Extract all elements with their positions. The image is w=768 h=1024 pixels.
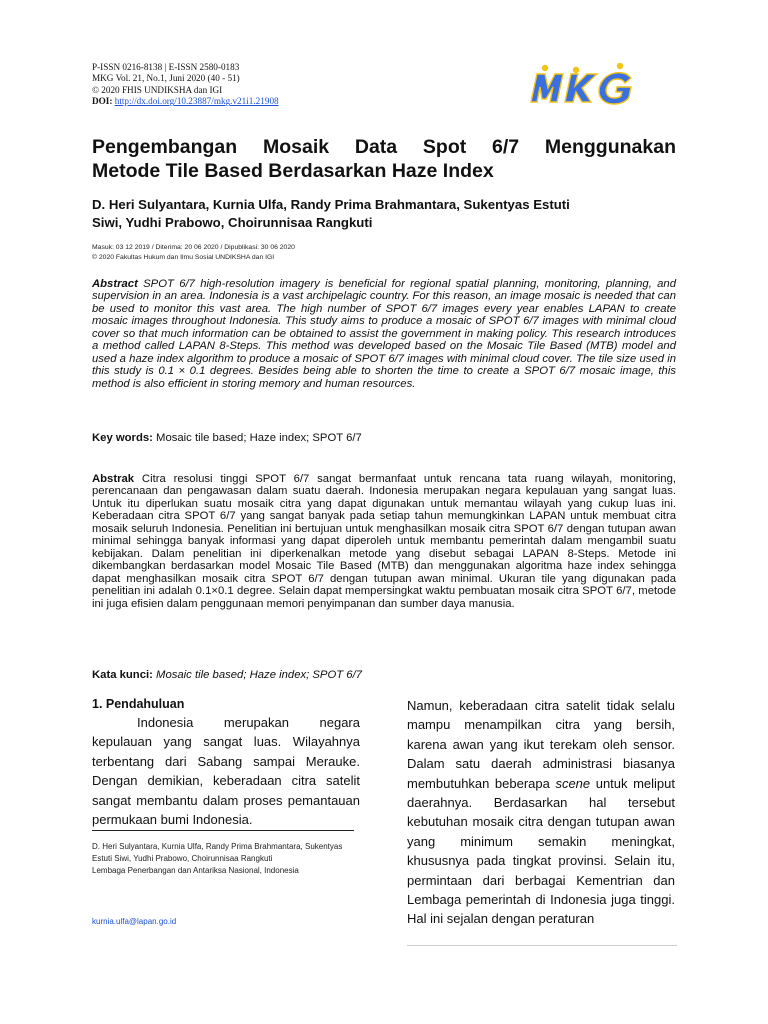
footnote-divider bbox=[92, 830, 354, 831]
col1-paragraph: Indonesia merupakan negara kepulauan yang sangat luas. Wilayahnya terbentang dari Sabang sampai Merauke. Dengan demikian, keberadaan citra satelit sangat membantu dalam proses pemantauan permukaan bumi Indonesia. bbox=[92, 715, 360, 828]
abstrak-body: Citra resolusi tinggi SPOT 6/7 sangat bermanfaat untuk rencana tata ruang wilayah, monitoring, perencanaan dan pengawasan dalam suatu daerah. Indonesia merupakan negara kepulauan yang sangat luas. Untuk itu diperlukan suatu mosaik citra yang dapat digunakan untuk memantau wilayah yang cukup luas ini. Keberadaan citra SPOT 6/7 yang sangat banyak pada setiap tahun memungkinkan LAPAN untuk membuat citra mosaik seluruh Indonesia. Penelitian ini bertujuan untuk menghasilkan mosaik citra SPOT 6/7 dengan tutupan awan minimal sehingga banyak informasi yang dapat diperoleh untuk membantu pemerintah dalam mengambil suatu kebijakan. Dalam penelitian ini diperkenalkan metode yang disebut sebagai LAPAN 8-Steps. Metode ini dikembangkan berdasarkan model Mosaic Tile Based (MTB) dan menggunakan algoritma haze index sehingga dapat menghasilkan mosaik citra SPOT 6/7 dengan tutupan awan minimal. Ukuran tile yang digunakan pada penelitian ini adalah 0.1×0.1 degree. Selain dapat mempersingkat waktu pembuatan mosaik citra SPOT 6/7, metode ini juga efisien dalam penggunaan memori penyimpanan dan sumber daya manusia. bbox=[92, 473, 676, 610]
abstract-label: Abstract bbox=[92, 278, 138, 290]
issn-line: P-ISSN 0216-8138 | E-ISSN 2580-0183 bbox=[92, 62, 240, 72]
page-bottom-divider bbox=[407, 945, 677, 946]
abstract-body: SPOT 6/7 high-resolution imagery is beneficial for regional spatial planning, monitoring, planning, and supervision in an area. Indonesia is a vast archipelagic country. For this reason, an image mosaic is needed that can be used to monitor this vast area. The high number of SPOT 6/7 images every year enables LAPAN to create mosaic images throughout Indonesia. This study aims to produce a mosaic of SPOT 6/7 images with minimal cloud cover so that much information can be obtained to assist the government in making policy. This research introduces a method called LAPAN 8-Steps. This method was developed based on the Mosaic Tile Based (MTB) model and used a haze index algorithm to produce a mosaic of SPOT 6/7 images with minimal cloud cover. The tile size used in this study is 0.1 × 0.1 degrees. Besides being able to shorten the time to create a SPOT 6/7 mosaic image, this method is also efficient in storing memory and human resources. bbox=[92, 278, 676, 390]
col2-italic-term: scene bbox=[555, 775, 591, 791]
authors-line-1: D. Heri Sulyantara, Kurnia Ulfa, Randy Prima Brahmantara, Sukentyas Estuti bbox=[92, 197, 570, 212]
footnote-authors: D. Heri Sulyantara, Kurnia Ulfa, Randy Prima Brahmantara, Sukentyas Estuti Siwi, Yudhi Prabowo, Choirunnisaa Rangkuti bbox=[92, 842, 343, 864]
footnote bbox=[92, 841, 362, 878]
abstrak-label: Abstrak bbox=[92, 473, 135, 485]
journal-metadata bbox=[92, 62, 279, 108]
doi-link[interactable]: http://dx.doi.org/10.23887/mkg.v21i1.21908 bbox=[114, 96, 279, 107]
footnote-affiliation: Lembaga Penerbangan dan Antariksa Nasional, Indonesia bbox=[92, 866, 299, 876]
dates-copyright: © 2020 Fakultas Hukum dan Ilmu Sosial UNDIKSHA dan IGI bbox=[92, 253, 275, 261]
doi-label: DOI: bbox=[92, 96, 113, 107]
paper-authors bbox=[92, 196, 652, 232]
body-column-left bbox=[92, 713, 360, 829]
publication-dates bbox=[92, 243, 295, 262]
body-column-right bbox=[407, 696, 675, 929]
keywords-english bbox=[92, 432, 362, 444]
abstract-english bbox=[92, 278, 676, 390]
kata-kunci-value: Mosaic tile based; Haze index; SPOT 6/7 bbox=[156, 669, 362, 681]
corresponding-email[interactable]: kurnia.ulfa@lapan.go.id bbox=[92, 917, 177, 926]
keywords-label: Key words: bbox=[92, 432, 153, 444]
title-line-1: Pengembangan Mosaik Data Spot 6/7 Menggunakan bbox=[92, 136, 676, 158]
paper-title bbox=[92, 135, 676, 183]
kata-kunci-label: Kata kunci: bbox=[92, 669, 153, 681]
abstract-indonesian bbox=[92, 473, 676, 610]
keywords-value: Mosaic tile based; Haze index; SPOT 6/7 bbox=[156, 432, 362, 444]
dates-line: Masuk: 03 12 2019 / Diterima: 20 06 2020 / Dipublikasi: 30 06 2020 bbox=[92, 244, 295, 251]
mkg-logo bbox=[527, 62, 639, 108]
col2-text-part-2: untuk meliput daerahnya. Berdasarkan hal tersebut kebutuhan mosaik citra dengan tutupan awan yang minimum semakin meningkat, khususnya pada tingkat provinsi. Selain itu, permintaan dari berbagai Kementrian dan Lembaga pemerintah di Indonesia juga tinggi. Hal ini sejalan dengan peraturan bbox=[407, 775, 675, 927]
volume-line: MKG Vol. 21, No.1, Juni 2020 (40 - 51) bbox=[92, 73, 240, 84]
title-line-2: Metode Tile Based Berdasarkan Haze Index bbox=[92, 160, 494, 182]
authors-line-2: Siwi, Yudhi Prabowo, Choirunnisaa Rangkuti bbox=[92, 215, 373, 230]
section-heading: 1. Pendahuluan bbox=[92, 697, 185, 711]
doi-line bbox=[92, 96, 279, 107]
keywords-indonesian bbox=[92, 669, 362, 681]
copyright-line: © 2020 FHIS UNDIKSHA dan IGI bbox=[92, 84, 223, 95]
col2-text-part-1: Namun, keberadaan citra satelit tidak selalu mampu menampilkan citra yang bersih, karena awan yang ikut terekam oleh sensor. Dalam satu daerah administrasi biasanya membutuhkan beberapa bbox=[407, 698, 675, 791]
